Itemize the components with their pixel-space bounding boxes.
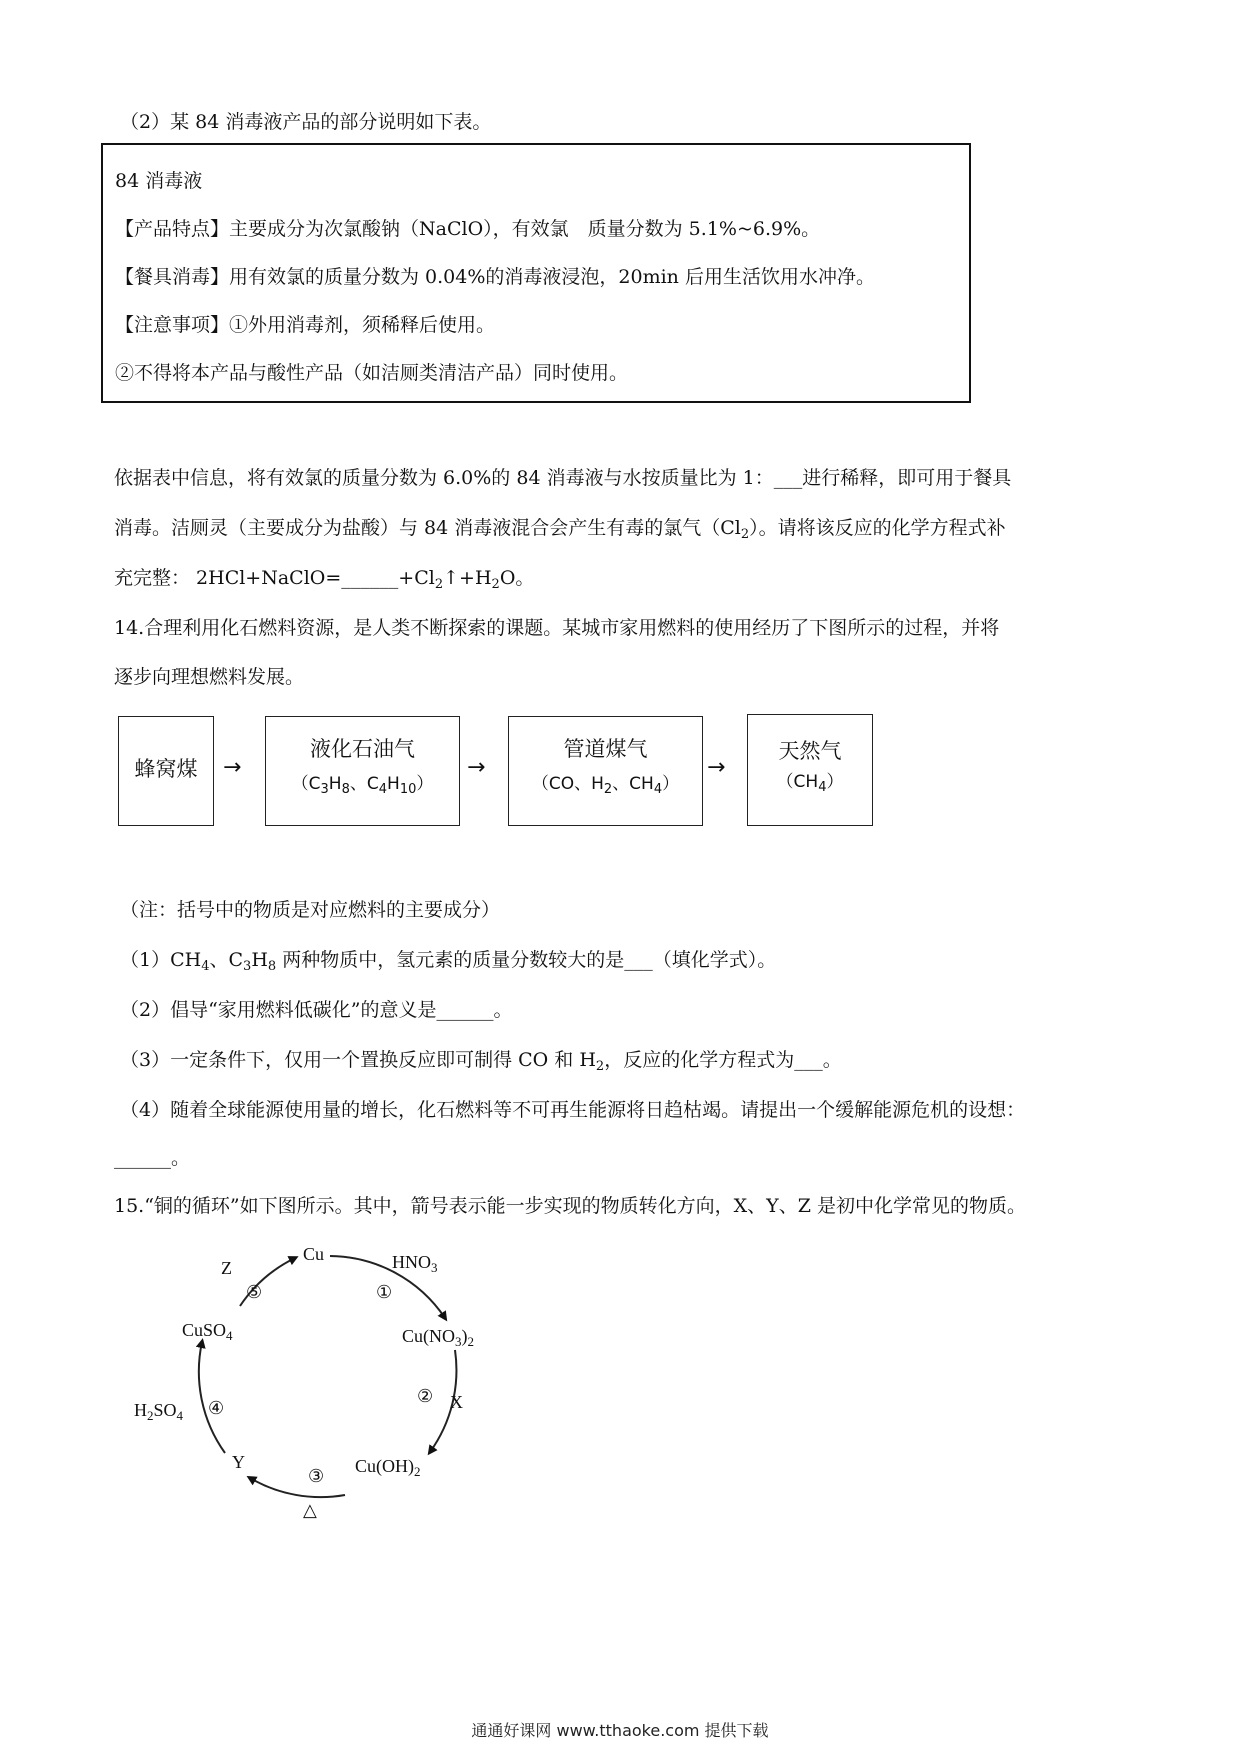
cycle-step-4: ④ (208, 1398, 225, 1418)
flow-arrow-icon: → (707, 755, 726, 780)
notice-feature: 【产品特点】主要成分为次氯酸钠（NaClO），有效氯 质量分数为 5.1%~6.9%。 (115, 218, 821, 240)
cycle-step-3: ③ (308, 1466, 325, 1486)
notice-caution-1: 【注意事项】①外用消毒剂，须稀释后使用。 (115, 314, 496, 336)
flow-formula: （$C_3H_8$、$C_4H_{10}$） (291, 774, 434, 797)
q14-p3-s: 2 (595, 1059, 605, 1074)
cycle-h2so4: $H_2SO_4$ (134, 1400, 184, 1423)
q13-eq-b: ↑+H (443, 567, 492, 589)
q14-p1-s2: 3 (243, 959, 252, 974)
q14-p1-c: H (251, 949, 268, 971)
q14-p1-s1: 4 (201, 959, 210, 974)
cycle-step-5: ⑤ (246, 1282, 263, 1302)
q14-part-4-blank: ______。 (114, 1147, 191, 1169)
page-footer: 通通好课网 www.tthaoke.com 提供下载 (471, 1721, 769, 1740)
q13-text-line-2 (114, 516, 1006, 540)
cycle-cu: Cu (303, 1244, 325, 1264)
copper-cycle-diagram (130, 1240, 530, 1560)
cycle-x: X (450, 1392, 463, 1412)
q14-note: （注：括号中的物质是对应燃料的主要成分） (120, 899, 501, 921)
q13-eq-sub1: 2 (434, 577, 444, 592)
q13-part2-intro: （2）某 84 消毒液产品的部分说明如下表。 (120, 111, 492, 133)
cycle-hno3: $HNO_3$ (392, 1252, 438, 1275)
flow-box-natural-gas (747, 714, 873, 826)
flow-box-pipeline-gas (508, 716, 703, 826)
q14-p3-a: （3）一定条件下，仅用一个置换反应即可制得 CO 和 H (120, 1049, 596, 1071)
cycle-cuno3: $Cu(NO_3)_2$ (402, 1326, 474, 1349)
q14-p3-b: ，反应的化学方程式为___。 (604, 1049, 842, 1071)
q13-eq-a: 充完整： 2HCl+NaClO=______+Cl (114, 567, 435, 589)
cycle-y: Y (232, 1452, 245, 1472)
q13-line2-a: 消毒。洁厕灵（主要成分为盐酸）与 84 消毒液混合会产生有毒的氯气（Cl (114, 517, 741, 539)
cycle-step-1: ① (376, 1282, 393, 1302)
q13-text-line-1: 依据表中信息，将有效氯的质量分数为 6.0%的 84 消毒液与水按质量比为 1：___进行稀释，即可用于餐具 (114, 467, 1012, 489)
flow-formula: （CO、$H_2$、$CH_4$） (531, 774, 680, 797)
q14-part-4: （4）随着全球能源使用量的增长，化石燃料等不可再生能源将日趋枯竭。请提出一个缓解能源危机的设想： (120, 1099, 1026, 1121)
cycle-z: Z (221, 1258, 232, 1278)
q14-part-2: （2）倡导“家用燃料低碳化”的意义是______。 (120, 999, 513, 1021)
cycle-cuoh: $Cu(OH)_2$ (355, 1456, 421, 1479)
flow-box-honeycomb-coal (118, 716, 214, 826)
flow-name: 液化石油气 (310, 737, 415, 761)
q14-p1-b: 、C (209, 949, 244, 971)
flow-name: 蜂窝煤 (134, 757, 198, 781)
flow-name: 管道煤气 (563, 737, 648, 761)
q14-line-2: 逐步向理想燃料发展。 (114, 666, 305, 688)
q14-part-1 (120, 948, 776, 972)
flow-name: 天然气 (778, 739, 842, 763)
q13-eq-sub2: 2 (491, 577, 500, 592)
product-notice-box (101, 143, 971, 403)
flow-arrow-icon: → (467, 755, 486, 780)
cycle-heat: △ (303, 1500, 317, 1520)
flow-box-lpg (265, 716, 460, 826)
cycle-arrow-3 (250, 1478, 345, 1497)
flow-formula: $(CH_4)$ (776, 772, 844, 795)
q13-eq-c: O。 (499, 567, 535, 589)
q15-line-1: 15.“铜的循环”如下图所示。其中，箭号表示能一步实现的物质转化方向，X、Y、Z 是初中化学常见的物质。 (114, 1195, 1026, 1217)
notice-caution-2: ②不得将本产品与酸性产品（如洁厕类清洁产品）同时使用。 (115, 362, 629, 384)
q13-line2-end: ）。请将该反应的化学方程式补 (749, 517, 1006, 539)
q14-p1-d: 两种物质中，氢元素的质量分数较大的是___（填化学式）。 (276, 949, 777, 971)
q14-p1-a: （1）CH (120, 949, 202, 971)
flow-arrow-icon: → (223, 755, 242, 780)
q13-equation (114, 566, 534, 590)
notice-title: 84 消毒液 (115, 170, 203, 192)
q14-line-1: 14.合理利用化石燃料资源，是人类不断探索的课题。某城市家用燃料的使用经历了下图所示的过程，并将 (114, 617, 1000, 639)
q13-line2-sub: 2 (740, 527, 750, 542)
notice-tableware: 【餐具消毒】用有效氯的质量分数为 0.04%的消毒液浸泡，20min 后用生活饮用水冲净。 (115, 266, 875, 288)
cycle-step-2: ② (417, 1386, 434, 1406)
q14-p1-s3: 8 (267, 959, 277, 974)
q14-part-3 (120, 1048, 842, 1072)
cycle-cuso4: CuSO$_4$ (182, 1320, 233, 1343)
